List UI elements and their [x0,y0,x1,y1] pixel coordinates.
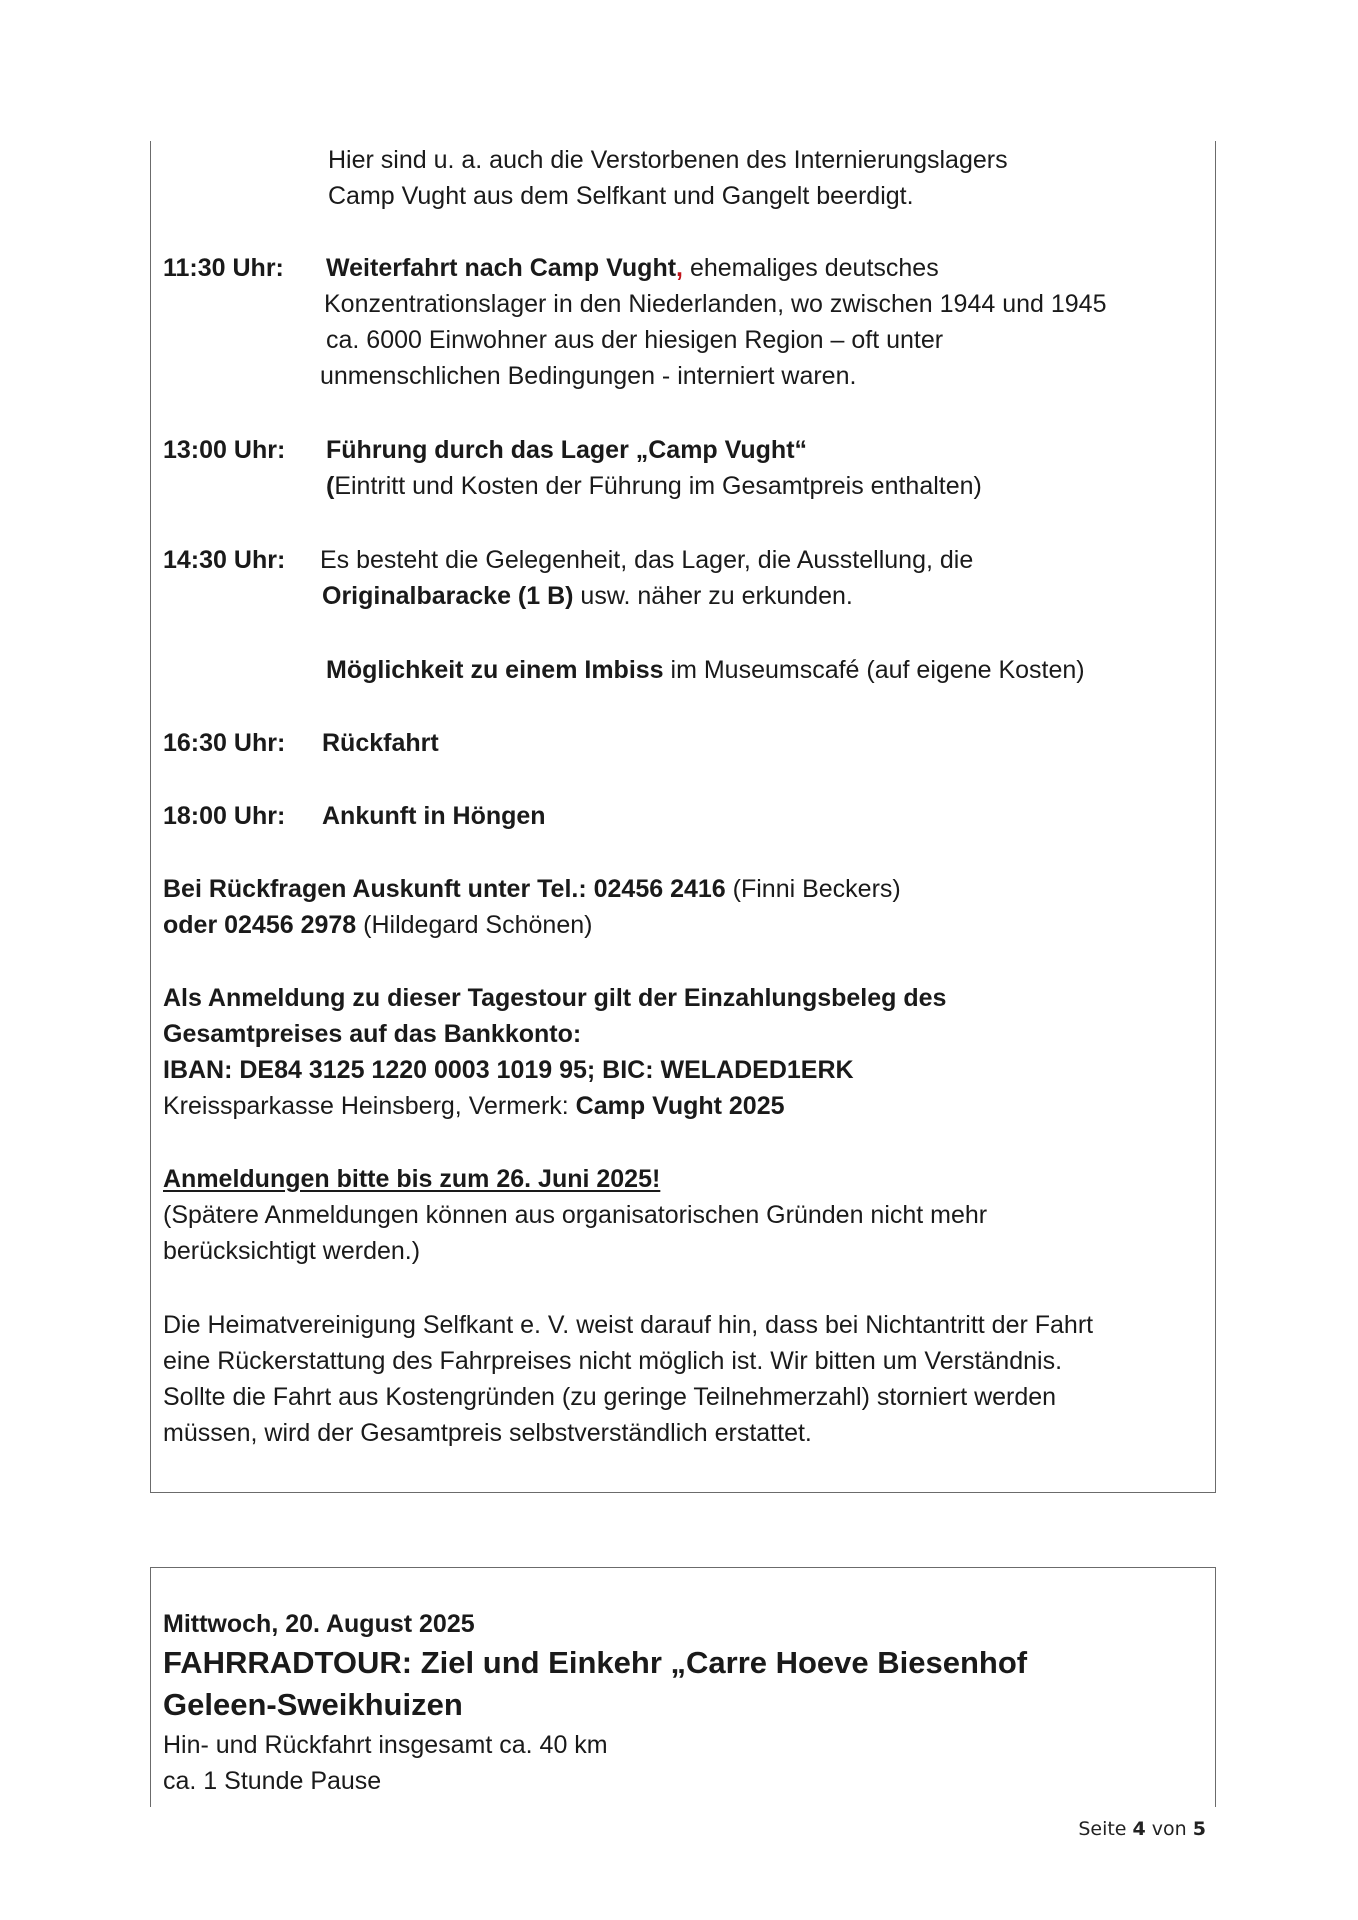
schedule-time-1300: 13:00 Uhr: [163,436,286,464]
schedule-1430-line-1: Es besteht die Gelegenheit, das Lager, die Ausstellung, die [320,546,974,574]
schedule-1130-line-4: unmenschlichen Bedingungen - interniert waren. [320,362,857,390]
schedule-1430-line-2 [322,581,853,611]
registration-reference: Camp Vught 2025 [575,1092,785,1120]
schedule-1130-title-rest: ehemaliges deutsches [683,254,939,282]
registration-line-1: Als Anmeldung zu dieser Tagestour gilt der Einzahlungsbeleg des [163,984,947,1012]
notice-line-2: eine Rückerstattung des Fahrpreises nicht möglich ist. Wir bitten um Verständnis. [163,1347,1063,1375]
contact-person-1: (Finni Beckers) [725,875,901,903]
registration-bank [163,1091,785,1121]
contact-line-1 [163,874,901,904]
next-event-title-line-2: Geleen-Sweikhuizen [163,1687,463,1722]
page-number-total: 5 [1192,1818,1206,1840]
schedule-1430-rest: usw. näher zu erkunden. [573,582,853,610]
next-event-date: Mittwoch, 20. August 2025 [163,1610,475,1638]
schedule-time-1430: 14:30 Uhr: [163,546,286,574]
deadline-line-2: berücksichtigt werden.) [163,1237,421,1265]
page-number-current: 4 [1132,1818,1146,1840]
contact-line-2 [163,910,592,940]
snack-bold: Möglichkeit zu einem Imbiss [326,656,664,684]
next-event-line-2: ca. 1 Stunde Pause [163,1767,382,1795]
page-number-middle: von [1145,1818,1193,1840]
page-number-prefix: Seite [1078,1818,1133,1840]
next-event-title-line-1: FAHRRADTOUR: Ziel und Einkehr „Carre Hoeve Biesenhof [163,1645,1028,1680]
notice-line-1: Die Heimatvereinigung Selfkant e. V. weist darauf hin, dass bei Nichtantritt der Fahrt [163,1311,1094,1339]
contact-person-2: (Hildegard Schönen) [356,911,593,939]
intro-line-1: Hier sind u. a. auch die Verstorbenen des Internierungslagers [328,146,1008,174]
schedule-1130-line-3: ca. 6000 Einwohner aus der hiesigen Region – oft unter [326,326,944,354]
contact-phone-2: oder 02456 2978 [163,911,357,939]
schedule-time-1630: 16:30 Uhr: [163,729,286,757]
page-number [1078,1818,1206,1840]
schedule-1300-title: Führung durch das Lager „Camp Vught“ [326,436,808,464]
intro-line-2: Camp Vught aus dem Selfkant und Gangelt beerdigt. [328,182,914,210]
contact-phone-1: Bei Rückfragen Auskunft unter Tel.: 02456 2416 [163,875,726,903]
schedule-1130-comma: , [676,254,683,282]
schedule-1300-paren: ( [326,472,335,500]
notice-line-4: müssen, wird der Gesamtpreis selbstverständlich erstattet. [163,1419,812,1447]
schedule-1300-detail: Eintritt und Kosten der Führung im Gesamtpreis enthalten) [334,472,982,500]
schedule-1300-line-2 [326,471,982,501]
schedule-1630-title: Rückfahrt [322,729,439,757]
notice-line-3: Sollte die Fahrt aus Kostengründen (zu geringe Teilnehmerzahl) storniert werden [163,1383,1057,1411]
next-event-line-1: Hin- und Rückfahrt insgesamt ca. 40 km [163,1731,608,1759]
registration-iban: IBAN: DE84 3125 1220 0003 1019 95; BIC: WELADED1ERK [163,1056,854,1084]
schedule-1130-title: Weiterfahrt nach Camp Vught [326,254,677,282]
schedule-1430-bold: Originalbaracke (1 B) [322,582,574,610]
deadline-title: Anmeldungen bitte bis zum 26. Juni 2025! [163,1165,661,1193]
schedule-time-1800: 18:00 Uhr: [163,802,286,830]
schedule-1800-title: Ankunft in Höngen [322,802,546,830]
schedule-1130-line-2: Konzentrationslager in den Niederlanden, wo zwischen 1944 und 1945 [324,290,1107,318]
deadline-line-1: (Spätere Anmeldungen können aus organisatorischen Gründen nicht mehr [163,1201,988,1229]
schedule-time-1130: 11:30 Uhr: [163,254,284,282]
schedule-1130-title-line [326,253,939,283]
registration-bank-prefix: Kreissparkasse Heinsberg, Vermerk: [163,1092,576,1120]
snack-rest: im Museumscafé (auf eigene Kosten) [663,656,1085,684]
schedule-1430-snack [326,655,1085,685]
registration-line-2: Gesamtpreises auf das Bankkonto: [163,1020,582,1048]
